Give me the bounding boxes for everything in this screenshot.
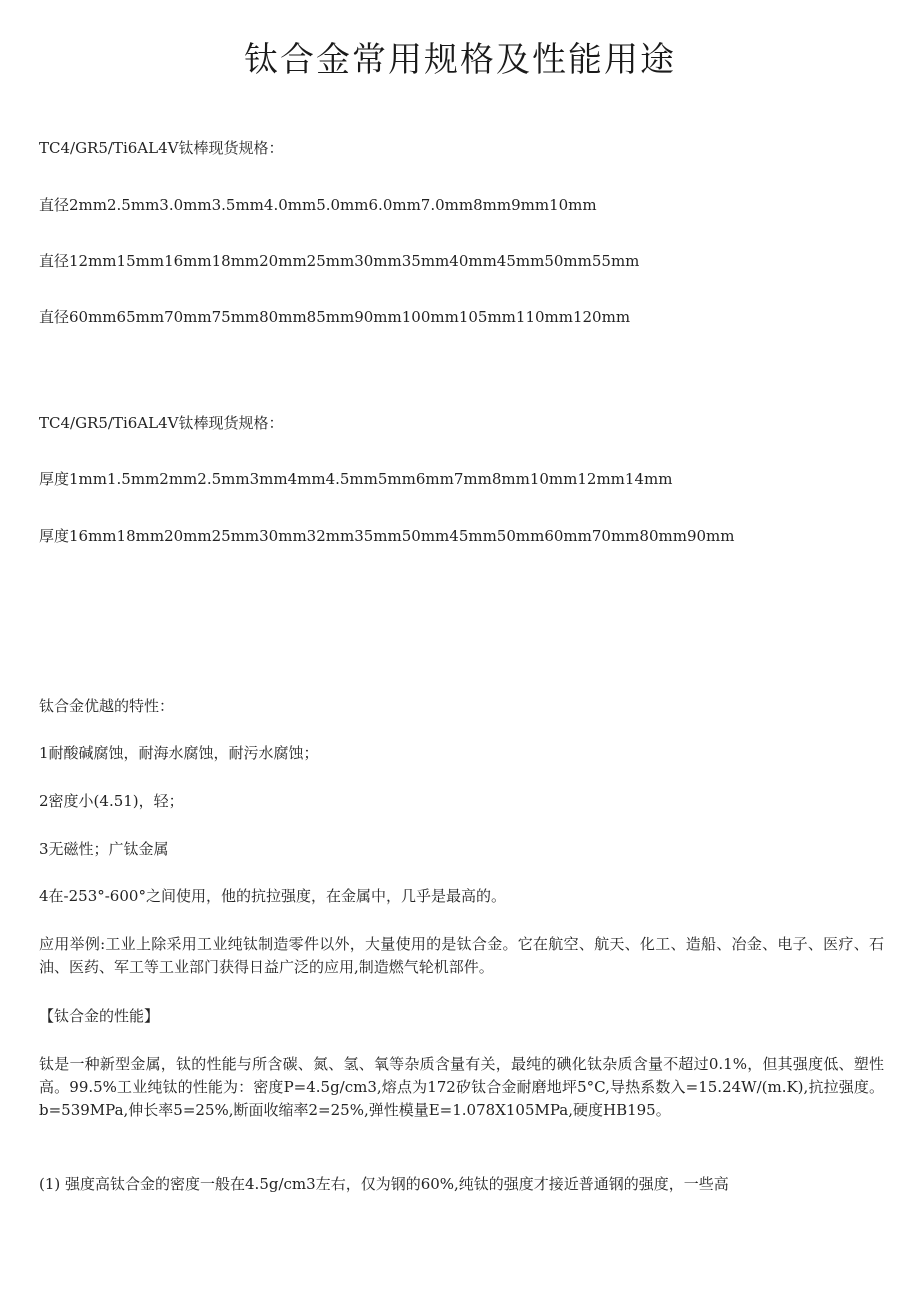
performance-heading: 【钛合金的性能】 — [39, 1007, 160, 1025]
feature-item: 1耐酸碱腐蚀，耐海水腐蚀，耐污水腐蚀； — [39, 744, 319, 762]
plate-spec-line: 厚度1mm1.5mm2mm2.5mm3mm4mm4.5mm5mm6mm7mm8mm10mm12mm14mm — [39, 470, 673, 488]
bar-spec-line: 直径12mm15mm16mm18mm20mm25mm30mm35mm40mm45mm50mm55mm — [39, 252, 640, 270]
plate-spec-heading: TC4/GR5/Ti6AL4V钛棒现货规格： — [39, 414, 284, 432]
strength-paragraph: (1) 强度高钛合金的密度一般在4.5g/cm3左右，仅为钢的60%,纯钛的强度才接近普通钢的强度，一些高 — [39, 1175, 729, 1193]
plate-spec-line: 厚度16mm18mm20mm25mm30mm32mm35mm50mm45mm50mm60mm70mm80mm90mm — [39, 527, 735, 545]
feature-item: 3无磁性；广钛金属 — [39, 840, 169, 858]
features-heading: 钛合金优越的特性： — [39, 697, 175, 715]
bar-spec-line: 直径2mm2.5mm3.0mm3.5mm4.0mm5.0mm6.0mm7.0mm8mm9mm10mm — [39, 196, 597, 214]
feature-item: 2密度小(4.51)，轻； — [39, 792, 184, 810]
bar-spec-line: 直径60mm65mm70mm75mm80mm85mm90mm100mm105mm110mm120mm — [39, 308, 631, 326]
feature-item: 4在-253°-600°之间使用，他的抗拉强度，在金属中，几乎是最高的。 — [39, 887, 506, 905]
bar-spec-heading: TC4/GR5/Ti6AL4V钛棒现货规格： — [39, 139, 284, 157]
performance-paragraph: 钛是一种新型金属，钛的性能与所含碳、氮、氢、氧等杂质含量有关，最纯的碘化钛杂质含量不超过0.1%，但其强度低、塑性高。99.5%工业纯钛的性能为：密度P=4.5g/cm3,熔点为172矽钛合金耐磨地坪5°C,导热系数入=15.24W/(m.K),抗拉强度。b=539MPa,伸长率5=25%,断面收缩率2=25%,弹性模量E=1.078X105MPa,硬度HB195。 — [39, 1055, 884, 1119]
application-paragraph: 应用举例:工业上除采用工业纯钛制造零件以外，大量使用的是钛合金。它在航空、航天、化工、造船、冶金、电子、医疗、石油、医药、军工等工业部门获得日益广泛的应用,制造燃气轮机部件。 — [39, 935, 884, 976]
document-title: 钛合金常用规格及性能用途 — [244, 40, 676, 80]
